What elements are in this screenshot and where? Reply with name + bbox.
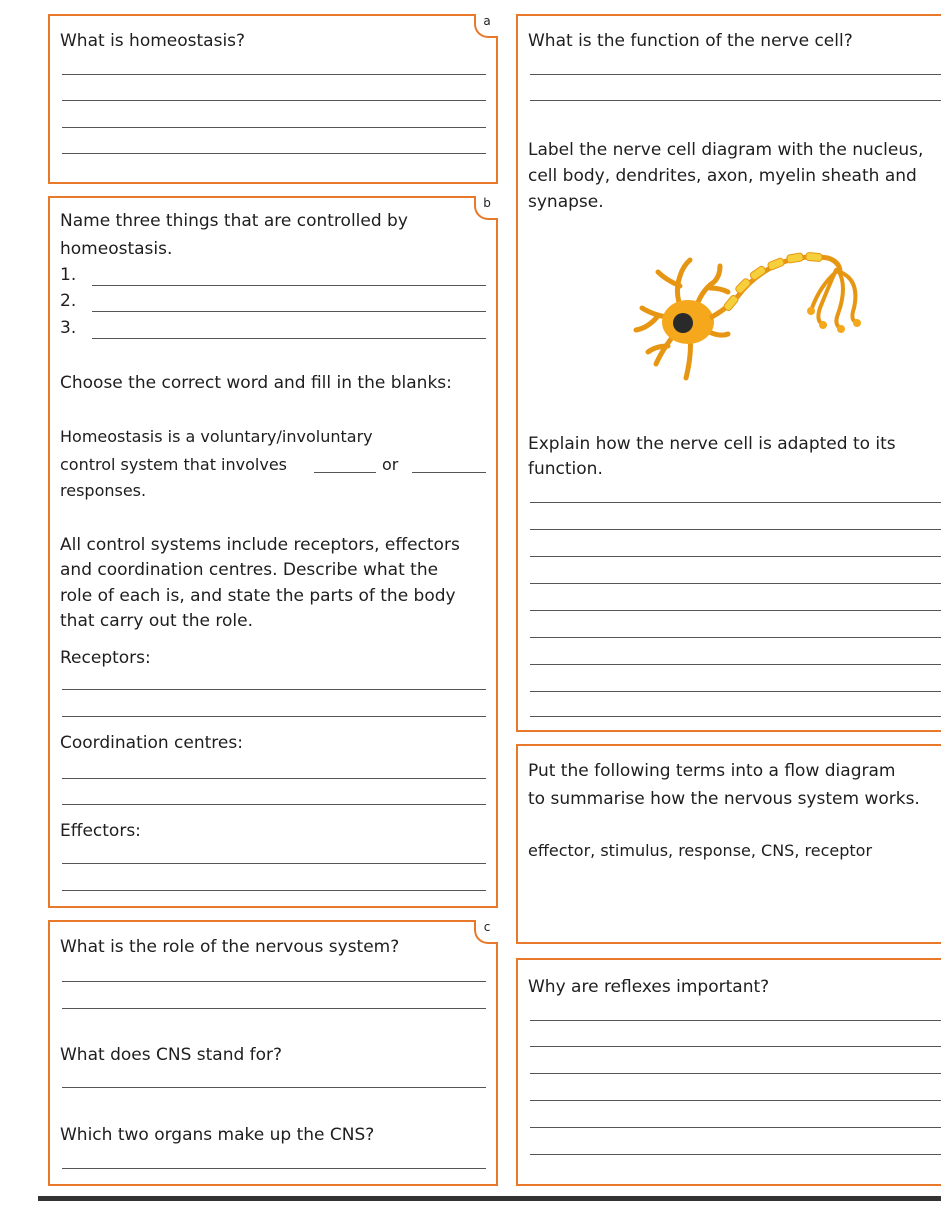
explain-line2: function. [528, 459, 603, 479]
flow-instruction-line1: Put the following terms into a flow diagram [528, 761, 896, 781]
control-systems-box [48, 196, 498, 908]
flow-terms: effector, stimulus, response, CNS, receptor [528, 841, 873, 860]
answer-line[interactable] [530, 583, 941, 584]
myelin-sheath [723, 252, 823, 311]
answer-line[interactable] [62, 1008, 486, 1009]
nerve-cell-box [516, 14, 941, 732]
answer-line[interactable] [530, 1127, 941, 1128]
choose-heading: Choose the correct word and fill in the blanks: [60, 373, 452, 393]
answer-line[interactable] [530, 1046, 941, 1047]
fill-line-2-or: or [382, 455, 399, 474]
answer-line-1[interactable] [92, 285, 486, 286]
control-text-line2: and coordination centres. Describe what the [60, 560, 439, 580]
nerve-function-question: What is the function of the nerve cell? [528, 31, 853, 51]
answer-line[interactable] [62, 74, 486, 75]
fill-blank-2[interactable] [412, 472, 486, 473]
controlled-prompt-line2: homeostasis. [60, 239, 173, 259]
answer-line[interactable] [530, 529, 941, 530]
controlled-prompt-line1: Name three things that are controlled by [60, 211, 408, 231]
list-number-2: 2. [60, 291, 77, 311]
list-number-3: 3. [60, 318, 77, 338]
answer-line-2[interactable] [92, 311, 486, 312]
cns-organs-question: Which two organs make up the CNS? [60, 1125, 375, 1145]
control-text-line1: All control systems include receptors, effectors [60, 535, 460, 555]
label-instruction-line2: cell body, dendrites, axon, myelin sheath and [528, 166, 917, 186]
effectors-label: Effectors: [60, 821, 141, 841]
fill-line-2-start: control system that involves [60, 455, 287, 474]
answer-line[interactable] [62, 981, 486, 982]
fill-blank-1[interactable] [314, 472, 376, 473]
effectors-answer-line[interactable] [62, 863, 486, 864]
answer-line[interactable] [530, 1154, 941, 1155]
answer-line[interactable] [530, 610, 941, 611]
nervous-system-box [48, 920, 498, 1186]
answer-line[interactable] [530, 691, 941, 692]
receptors-answer-line[interactable] [62, 716, 486, 717]
answer-line[interactable] [530, 502, 941, 503]
nerve-cell-diagram [628, 236, 868, 396]
section-badge-b: b [474, 196, 498, 220]
nucleus [673, 313, 693, 333]
reflexes-box [516, 958, 941, 1186]
control-text-line4: that carry out the role. [60, 611, 253, 631]
answer-line[interactable] [62, 1168, 486, 1169]
answer-line[interactable] [62, 1087, 486, 1088]
receptors-label: Receptors: [60, 648, 151, 668]
section-badge-a: a [474, 14, 498, 38]
answer-line[interactable] [530, 664, 941, 665]
axon-terminals [812, 270, 856, 328]
answer-line[interactable] [530, 1100, 941, 1101]
cns-question: What does CNS stand for? [60, 1045, 283, 1065]
control-text-line3: role of each is, and state the parts of the body [60, 586, 456, 606]
answer-line[interactable] [530, 637, 941, 638]
answer-line[interactable] [62, 127, 486, 128]
receptors-answer-line[interactable] [62, 689, 486, 690]
answer-line[interactable] [530, 1073, 941, 1074]
coordination-label: Coordination centres: [60, 733, 243, 753]
fill-line-3: responses. [60, 481, 147, 500]
answer-line[interactable] [530, 1020, 941, 1021]
label-instruction-line1: Label the nerve cell diagram with the nucleus, [528, 140, 924, 160]
list-number-1: 1. [60, 265, 77, 285]
answer-line[interactable] [530, 100, 941, 101]
answer-line[interactable] [530, 74, 941, 75]
answer-line[interactable] [62, 100, 486, 101]
nervous-role-question: What is the role of the nervous system? [60, 937, 400, 957]
label-instruction-line3: synapse. [528, 192, 604, 212]
reflexes-question: Why are reflexes important? [528, 977, 770, 997]
answer-line[interactable] [62, 153, 486, 154]
coordination-answer-line[interactable] [62, 778, 486, 779]
flow-diagram-box [516, 744, 941, 944]
flow-instruction-line2: to summarise how the nervous system works. [528, 789, 920, 809]
answer-line-3[interactable] [92, 338, 486, 339]
homeostasis-box [48, 14, 498, 184]
fill-line-1: Homeostasis is a voluntary/involuntary [60, 427, 373, 446]
section-badge-c: c [474, 920, 498, 944]
answer-line[interactable] [530, 556, 941, 557]
homeostasis-question: What is homeostasis? [60, 31, 246, 51]
effectors-answer-line[interactable] [62, 890, 486, 891]
answer-line[interactable] [530, 716, 941, 717]
explain-line1: Explain how the nerve cell is adapted to its [528, 434, 896, 454]
page-bottom-rule [38, 1196, 941, 1201]
coordination-answer-line[interactable] [62, 804, 486, 805]
